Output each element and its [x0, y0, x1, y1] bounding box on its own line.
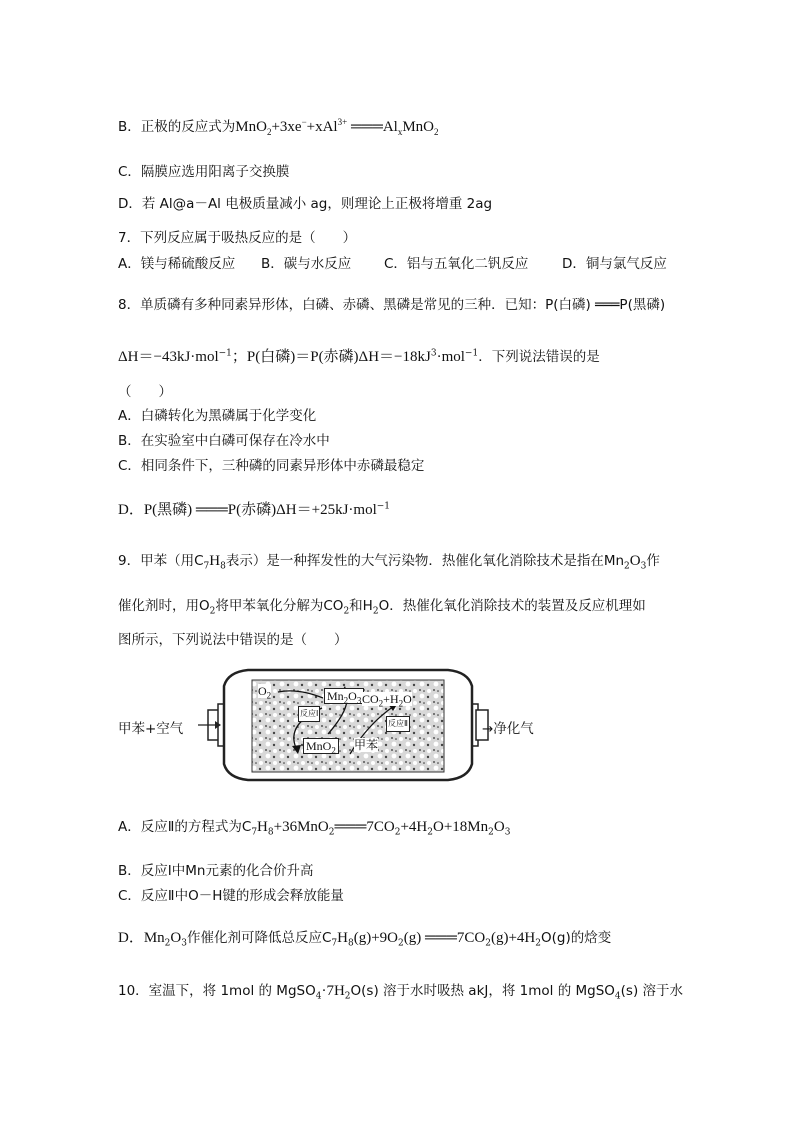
q8-stem-line1: 8．单质磷有多种同素异形体，白磷、赤磷、黑磷是常见的三种．已知：P(白磷) ═══P(黑磷) [118, 297, 666, 313]
toluene-label: 甲苯 [354, 738, 379, 752]
q7-options [118, 255, 667, 273]
co2-h2o-label: $CO_2+H_2O$ [362, 692, 412, 709]
q8-stem-line2: ΔH＝−43kJ·mol$^{-1}$；P(白磷)＝P(赤磷)$\Delta H=-18kJ^3\cdot mol^{-1}$．下列说法错误的是 [118, 348, 600, 365]
q8-option-b: B．在实验室中白磷可保存在冷水中 [118, 433, 330, 449]
reaction-2-label: 反应Ⅱ [386, 716, 410, 732]
q7-stem: 7．下列反应属于吸热反应的是（ ） [118, 230, 357, 246]
q10-stem: 10．室温下，将 1mol 的 $MgSO_4\cdot 7H_2O(s)$ 溶于水时吸热 akJ，将 1mol 的 MgSO$_4$(s) 溶于水 [118, 983, 683, 1002]
q6-option-d: D．若 Al@a－Al 电极质量减小 ag，则理论上正极将增重 2ag [118, 196, 493, 212]
q7-option-c: C．铝与五氧化二钒反应 [384, 256, 529, 272]
q7-option-a: A．镁与稀硫酸反应 [118, 256, 236, 272]
q8-option-d: D．P(黑磷) ═══P(赤磷)ΔH＝+25kJ·mol$^{-1}$ [118, 501, 391, 518]
q9-option-c: C．反应Ⅱ中O－H键的形成会释放能量 [118, 888, 344, 904]
q6-option-b: B．正极的反应式为MnO$_2$+3xe−+xAl$^{3+}$ $═══Al_xMnO_2$ [118, 117, 439, 137]
q8-option-a: A．白磷转化为黑磷属于化学变化 [118, 408, 317, 424]
q7-option-d: D．铜与氯气反应 [562, 256, 667, 272]
reactor-diagram [118, 664, 578, 786]
q9-stem-line2: 催化剂时，用$O_2$将甲苯氧化分解为$CO_2$和$H_2O$．热催化氧化消除技术的装置及反应机理如 [118, 598, 646, 617]
outlet-label: →净化气 [482, 721, 534, 737]
q9-stem-line3: 图所示，下列说法中错误的是（ ） [118, 632, 348, 648]
o2-label: $O_2$ [258, 684, 272, 701]
q9-option-a: A．反应Ⅱ的方程式为$C_7H_8+36MnO_2═══7CO_2+4H_2O+18Mn_2O_3$ [118, 819, 511, 838]
mno2-label: MnO$_2$ [303, 738, 339, 754]
q9-stem-line1: 9．甲苯（用$C_7H_8$表示）是一种挥发性的大气污染物．热催化氧化消除技术是指在$Mn_2O_3$作 [118, 553, 660, 572]
q9-option-b: B．反应Ⅰ中Mn元素的化合价升高 [118, 863, 314, 879]
q8-option-c: C．相同条件下，三种磷的同素异形体中赤磷最稳定 [118, 458, 425, 474]
q7-option-b: B．碳与水反应 [261, 256, 352, 272]
q9-option-d: D．$Mn_2O_3$作催化剂可降低总反应$C_7H_8(g)+9O_2(g)$ $═══7CO_2(g)+4H_2O(g)$的焓变 [118, 930, 612, 949]
mn2o3-label: $Mn_2O_3$ [324, 688, 364, 704]
q8-stem-line3: （ ） [118, 384, 172, 400]
reaction-1-label: 反应Ⅰ [298, 706, 320, 722]
inlet-label: 甲苯+空气 [118, 721, 184, 737]
q6-option-c: C．隔膜应选用阳离子交换膜 [118, 164, 290, 180]
